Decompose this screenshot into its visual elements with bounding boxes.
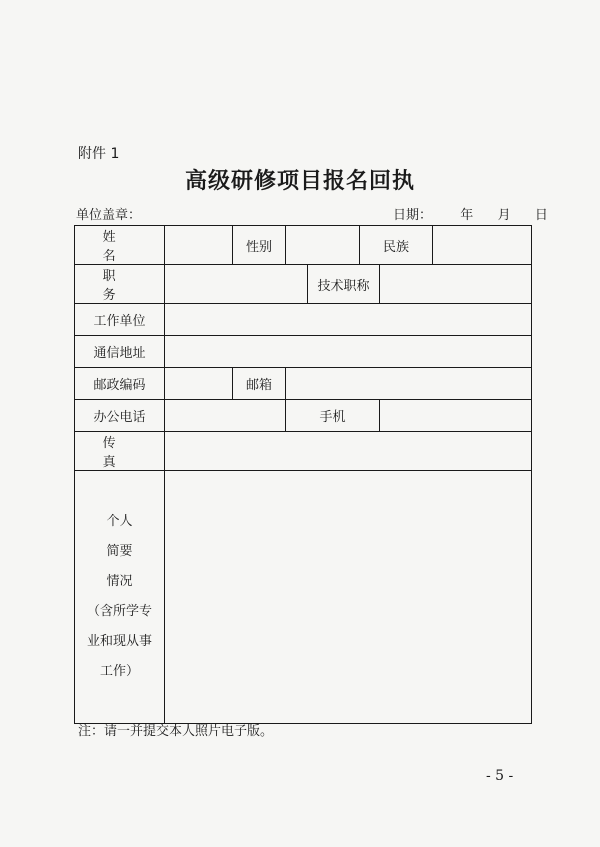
work-unit-label: 工作单位: [75, 304, 165, 336]
office-phone-field[interactable]: [165, 400, 286, 432]
table-row: [75, 304, 532, 336]
personal-intro-field[interactable]: [165, 471, 532, 724]
email-label: 邮箱: [233, 368, 286, 400]
table-row: [75, 368, 532, 400]
table-row: [75, 226, 532, 265]
mobile-field[interactable]: [380, 400, 532, 432]
address-field[interactable]: [165, 336, 532, 368]
position-field[interactable]: [165, 265, 308, 304]
name-field[interactable]: [165, 226, 233, 265]
ethnicity-field[interactable]: [433, 226, 532, 265]
attachment-label: 附件 1: [78, 146, 120, 162]
fax-field[interactable]: [165, 432, 532, 471]
work-unit-field[interactable]: [165, 304, 532, 336]
postal-code-field[interactable]: [165, 368, 233, 400]
page-number: - 5 -: [486, 768, 514, 784]
registration-form-table: [74, 225, 532, 724]
month-label: 月: [497, 208, 511, 223]
address-label: 通信地址: [75, 336, 165, 368]
day-label: 日: [534, 208, 548, 223]
postal-code-label: 邮政编码: [75, 368, 165, 400]
table-row: [75, 265, 532, 304]
footnote: 注：请一并提交本人照片电子版。: [78, 724, 274, 739]
date-label: 日期：: [393, 208, 433, 223]
date-line: [393, 204, 548, 223]
gender-label: 性别: [233, 226, 286, 265]
table-row: [75, 432, 532, 471]
personal-intro-label: 个人 简要 情况 （含所学专 业和现从事 工作）: [75, 471, 165, 724]
table-row: [75, 400, 532, 432]
form-title: 高级研修项目报名回执: [184, 168, 415, 194]
name-label: 姓 名: [75, 226, 165, 265]
year-label: 年: [460, 208, 474, 223]
fax-label: 传 真: [75, 432, 165, 471]
table-row: [75, 471, 532, 724]
gender-field[interactable]: [286, 226, 360, 265]
position-label: 职 务: [75, 265, 165, 304]
office-phone-label: 办公电话: [75, 400, 165, 432]
ethnicity-label: 民族: [360, 226, 433, 265]
mobile-label: 手机: [286, 400, 380, 432]
table-row: [75, 336, 532, 368]
unit-seal-label: 单位盖章：: [76, 208, 142, 223]
email-field[interactable]: [286, 368, 532, 400]
tech-title-label: 技术职称: [308, 265, 380, 304]
tech-title-field[interactable]: [380, 265, 532, 304]
